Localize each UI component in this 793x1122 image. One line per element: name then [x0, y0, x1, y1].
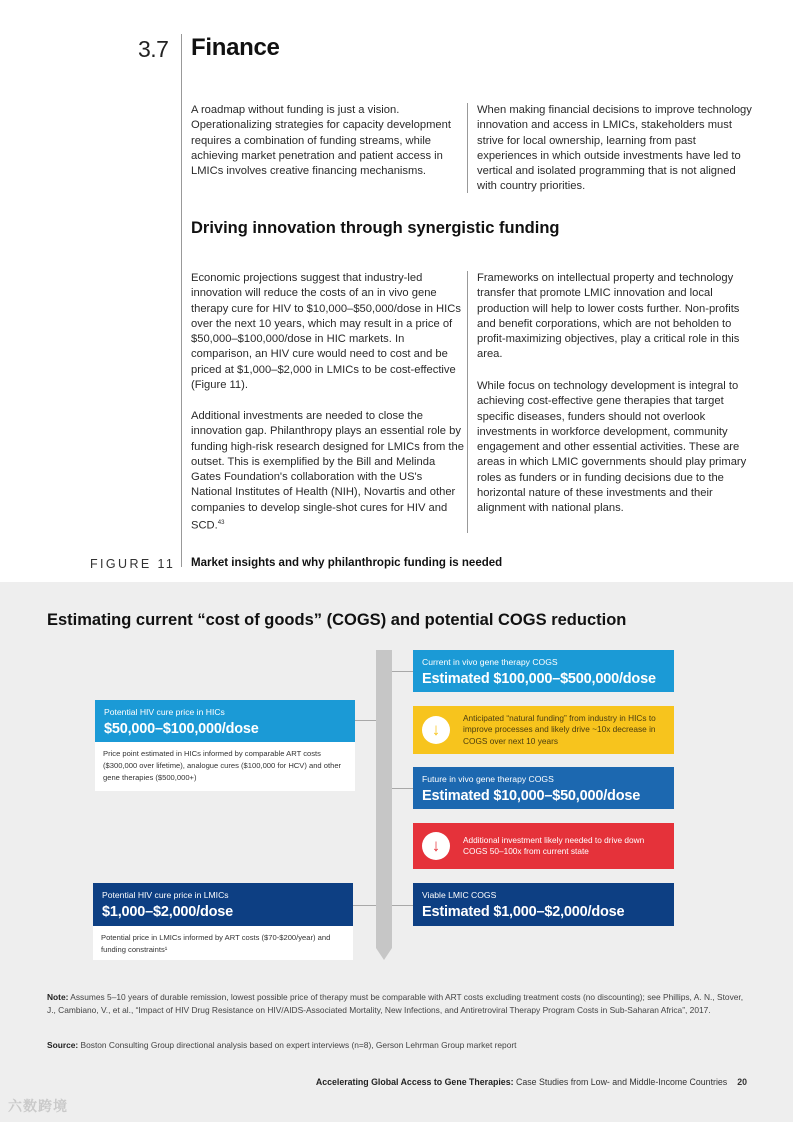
viable-cogs-box: [413, 883, 674, 926]
future-cogs-value: Estimated $10,000–$50,000/dose: [422, 788, 641, 804]
hic-price-box: [95, 700, 355, 742]
natural-funding-callout: [413, 706, 674, 754]
viable-cogs-value: Estimated $1,000–$2,000/dose: [422, 904, 625, 920]
lmic-price-value: $1,000–$2,000/dose: [102, 904, 234, 920]
section-number: 3.7: [138, 36, 169, 62]
figure-caption: Market insights and why philanthropic funding is needed: [191, 557, 503, 569]
reference-superscript: 43: [217, 520, 225, 527]
timeline-spine: [376, 650, 392, 948]
connector-line: [392, 788, 413, 789]
future-cogs-box: [413, 767, 674, 809]
lmic-price-label: Potential HIV cure price in LMICs: [102, 890, 229, 900]
hic-price-label: Potential HIV cure price in HICs: [104, 707, 225, 717]
hic-price-note: Price point estimated in HICs informed by comparable ART costs ($300,000 over lifetime), analogue cures ($100,000 for HCV) and other gene therapies ($500,000+): [95, 742, 355, 791]
connector-line: [392, 671, 413, 672]
natural-funding-text: Anticipated “natural funding” from industry in HICs to improve processes and likely drive ~10x decrease in COGS over next 10 years: [463, 712, 656, 746]
body-right-paragraph-1: Frameworks on intellectual property and technology transfer that promote LMIC innovation and local production will help to lower costs further. Non-profits and benefit corporations, which are not beholden to profit-maximizing objectives, play a critical role in this area.: [477, 272, 740, 361]
page-number: 20: [737, 1077, 747, 1087]
viable-cogs-label: Viable LMIC COGS: [422, 890, 497, 900]
lmic-price-box: [93, 883, 353, 926]
current-cogs-label: Current in vivo gene therapy COGS: [422, 657, 558, 667]
column-divider: [467, 103, 468, 193]
section-title: Finance: [191, 34, 280, 61]
current-cogs-box: [413, 650, 674, 692]
timeline-arrowhead: [376, 948, 392, 960]
connector-line: [355, 720, 376, 721]
subheading: Driving innovation through synergistic funding: [191, 219, 560, 237]
watermark: 六数跨境: [8, 1098, 68, 1114]
infographic-title: Estimating current “cost of goods” (COGS) and potential COGS reduction: [47, 611, 627, 629]
section-divider: [181, 34, 182, 567]
body-left-paragraph-1: Economic projections suggest that industry-led innovation will reduce the costs of an in vivo gene therapy cure for HIV to $10,000–$50,000/dose in HICs over the next 10 years, which may result in a price of $50,000–$100,000/dose in HIC markets. In comparison, an HIV cure would need to cost and be priced at $1,000–$2,000 in LMICs to be cost-effective (Figure 11).: [191, 272, 461, 392]
page-footer: [250, 1077, 747, 1087]
down-arrow-icon: ↓: [422, 832, 450, 860]
footer-title-rest: Case Studies from Low- and Middle-Income Countries: [513, 1077, 728, 1087]
body-right-paragraph-2: While focus on technology development is integral to achieving cost-effective gene therapies that target specific diseases, funders should not overlook investments in workforce development, community engagement and other essential activities. These are areas in which LMIC governments should play primary roles as funders or in funding decisions due to the horizontal nature of these investments and their alignment with national plans.: [477, 380, 747, 515]
additional-investment-text: Additional investment likely needed to drive down COGS 50–100x from current state: [463, 834, 645, 856]
additional-investment-callout: [413, 823, 674, 869]
footer-title-bold: Accelerating Global Access to Gene Therapies:: [315, 1077, 514, 1087]
note-label: Note:: [47, 992, 69, 1002]
intro-left-paragraph: A roadmap without funding is just a vision. Operationalizing strategies for capacity development requires a combination of funding streams, while achieving market penetration and patient access in LMICs involves creative financing mechanisms.: [191, 104, 451, 178]
connector-line: [392, 905, 413, 906]
down-arrow-icon: ↓: [422, 716, 450, 744]
source-text: Source: Boston Consulting Group directional analysis based on expert interviews (n=8), Gerson Lehrman Group market report: [47, 1040, 517, 1050]
column-divider: [467, 271, 468, 533]
lmic-price-note: Potential price in LMICs informed by ART costs ($70-$200/year) and funding constraints¹: [93, 926, 353, 960]
future-cogs-label: Future in vivo gene therapy COGS: [422, 774, 554, 784]
note-text: Note: Assumes 5–10 years of durable remission, lowest possible price of therapy must be comparable with ART costs excluding treatment costs (no discounting); see Phillips, A. N., Stover, J., Cambiano, V., et al., “Impact of HIV Drug Resistance on HIV/AIDS-Associated Mortality, New Infections, and Antiretroviral Therapy Program Costs in Sub-Saharan Africa”, 2017.: [47, 992, 744, 1015]
hic-price-value: $50,000–$100,000/dose: [104, 721, 259, 737]
connector-line: [353, 905, 376, 906]
figure-label: FIGURE 11: [90, 557, 176, 571]
source-label: Source:: [47, 1040, 79, 1050]
intro-right-paragraph: When making financial decisions to improve technology innovation and access in LMICs, stakeholders must strive for local ownership, learning from past experiences in which outside investments have led to vertical and isolated programming that is not aligned with country priorities.: [477, 104, 752, 193]
current-cogs-value: Estimated $100,000–$500,000/dose: [422, 671, 656, 687]
body-left-paragraph-2: Additional investments are needed to close the innovation gap. Philanthropy plays an essential role by funding high-risk research designed for LMICs from the outset. This is exemplified by the Bill and Melinda Gates Foundation's collaboration with the US's National Institutes of Health (NIH), Novartis and other companies to develop single-shot cures for HIV and SCD.$^{43}$: [191, 410, 464, 532]
